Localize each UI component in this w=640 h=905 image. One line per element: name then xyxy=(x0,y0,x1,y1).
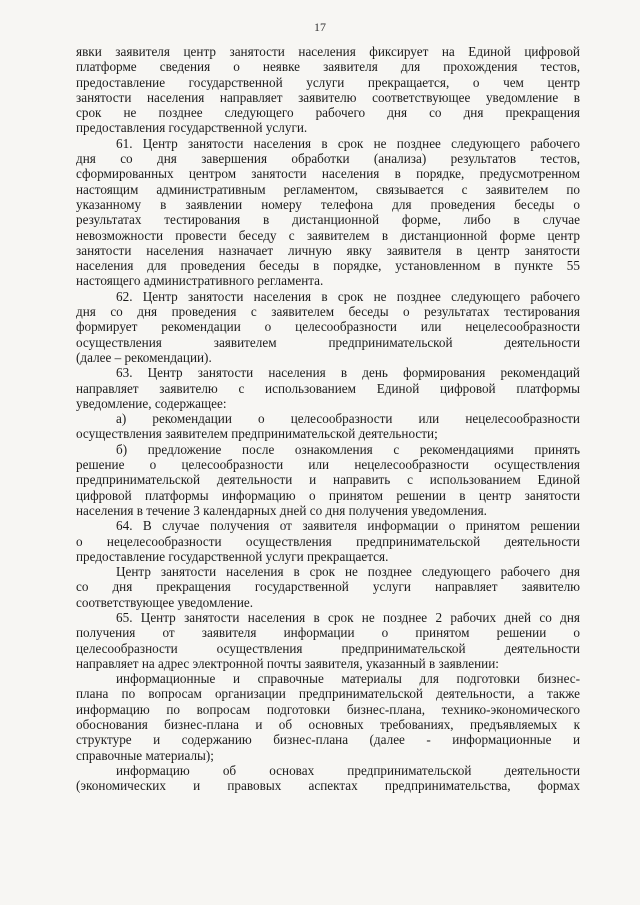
text-line: предоставление государственной услуги прекращается, о чем центр xyxy=(76,74,580,90)
text-line: срок не позднее следующего рабочего дня со дня прекращения xyxy=(76,105,580,121)
text-line: предпринимательской деятельности и направить с использованием Единой xyxy=(76,472,580,488)
text-line: Центр занятости населения в срок не позднее следующего рабочего дня xyxy=(116,564,580,580)
text-line: занятости населения направляет заявителю соответствующее уведомление в xyxy=(76,89,580,105)
text-line: дня со дня завершения обработки (анализа) результатов тестов, xyxy=(76,151,580,167)
text-line: (далее – рекомендации). xyxy=(76,349,212,365)
text-line: предоставление государственной услуги прекращается. xyxy=(76,548,389,564)
page-number: 17 xyxy=(314,20,326,34)
text-line: осуществления заявителем предпринимательской деятельности xyxy=(76,334,580,350)
text-line: направляет заявителю с использованием Единой цифровой платформы xyxy=(76,380,580,396)
text-line: а) рекомендации о целесообразности или нецелесообразности xyxy=(116,411,580,427)
document-body xyxy=(76,44,580,794)
text-line: 64. В случае получения от заявителя информации о принятом решении xyxy=(116,518,580,534)
text-line: результатах тестирования в дистанционной форме, либо в случае xyxy=(76,212,580,228)
text-line: информацию по вопросам подготовки бизнес-плана, технико-экономического xyxy=(76,701,580,717)
text-line: указанному в заявлении номеру телефона для проведения беседы о xyxy=(76,196,580,212)
text-line: занятости населения назначает личную явку заявителя в центр занятости xyxy=(76,242,580,258)
text-line: б) предложение после ознакомления с рекомендациями принять xyxy=(116,441,580,457)
text-line: (экономических и правовых аспектах предпринимательства, формах xyxy=(76,778,580,794)
text-line: предоставления государственной услуги. xyxy=(76,120,308,136)
text-line: решение о целесообразности или нецелесообразности осуществления xyxy=(76,457,580,473)
text-line: дня со дня проведения с заявителем беседы о результатах тестирования xyxy=(76,304,580,320)
text-line: 63. Центр занятости населения в день формирования рекомендаций xyxy=(116,365,580,381)
text-line: информационные и справочные материалы для подготовки бизнес- xyxy=(116,671,580,687)
text-line: направляет на адрес электронной почты заявителя, указанный в заявлении: xyxy=(76,655,499,671)
text-line: невозможности провести беседу с заявителем в дистанционной форме центр xyxy=(76,227,580,243)
text-line: 62. Центр занятости населения в срок не позднее следующего рабочего xyxy=(116,288,580,304)
text-line: 65. Центр занятости населения в срок не позднее 2 рабочих дней со дня xyxy=(116,609,580,625)
text-line: сформированных центром занятости населения в порядке, предусмотренном xyxy=(76,166,580,182)
text-line: населения в течение 3 календарных дней со дня получения уведомления. xyxy=(76,502,487,518)
text-line: настоящего административного регламента. xyxy=(76,273,324,289)
text-line: уведомление, содержащее: xyxy=(76,395,227,411)
text-line: получения от заявителя информации о принятом решении о xyxy=(76,625,580,641)
text-line: населения для проведения беседы в порядке, установленном в пункте 55 xyxy=(76,258,580,274)
text-line: целесообразности осуществления предпринимательской деятельности xyxy=(76,640,580,656)
text-line: настоящим административным регламентом, связывается с заявителем по xyxy=(76,181,580,197)
text-line: со дня прекращения государственной услуги направляет заявителю xyxy=(76,579,580,595)
text-line: осуществления заявителем предпринимательской деятельности; xyxy=(76,426,438,442)
text-line: о нецелесообразности осуществления предпринимательской деятельности xyxy=(76,533,580,549)
text-line: справочные материалы); xyxy=(76,747,214,763)
text-line: формирует рекомендации о целесообразности или нецелесообразности xyxy=(76,319,580,335)
text-line: плана по вопросам организации предпринимательской деятельности, а также xyxy=(76,686,580,702)
text-line: структуре и содержанию бизнес-плана (далее - информационные и xyxy=(76,732,580,748)
text-line: 61. Центр занятости населения в срок не позднее следующего рабочего xyxy=(116,135,580,151)
text-line: цифровой платформы информацию о принятом решении в центр занятости xyxy=(76,487,580,503)
text-line: платформе сведения о неявке заявителя для прохождения тестов, xyxy=(76,59,580,75)
text-line: соответствующее уведомление. xyxy=(76,594,254,610)
text-line: информацию об основах предпринимательской деятельности xyxy=(116,762,580,778)
text-line: обоснования бизнес-плана и об основных требованиях, предъявляемых к xyxy=(76,717,580,733)
text-line: явки заявителя центр занятости населения фиксирует на Единой цифровой xyxy=(76,44,580,59)
